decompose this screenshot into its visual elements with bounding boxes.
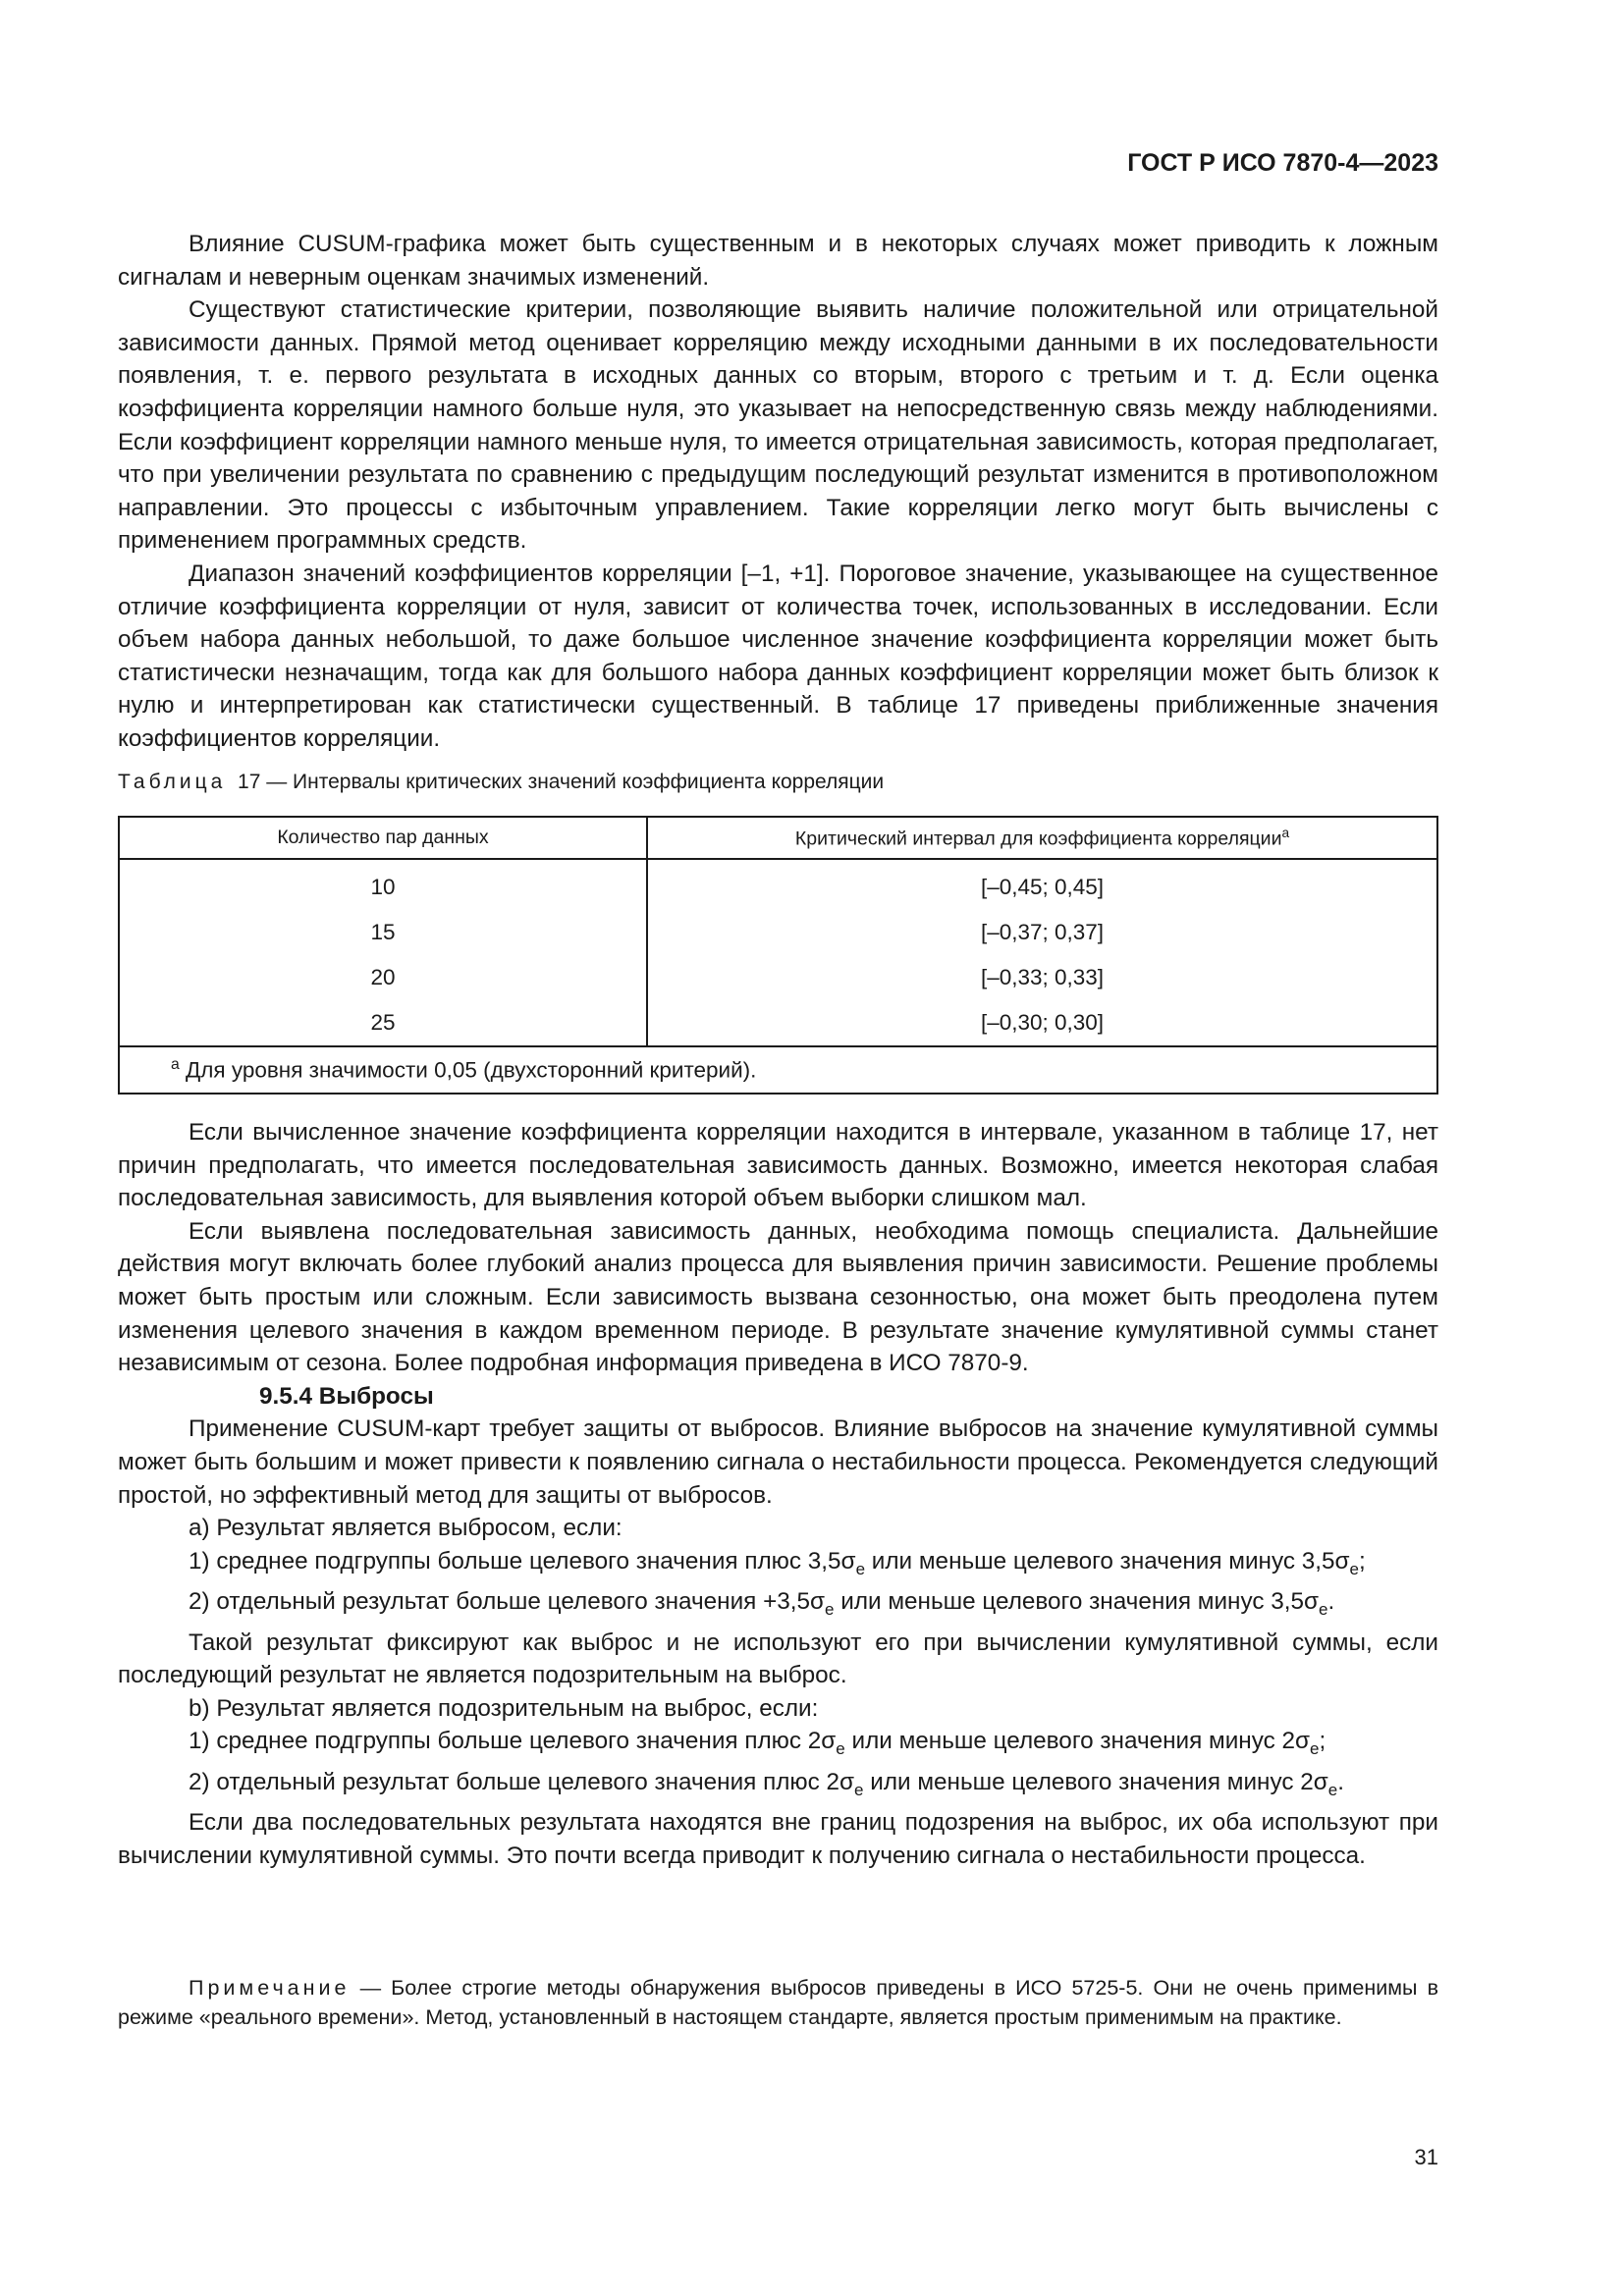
paragraph: Диапазон значений коэффициентов корреляции [–1, +1]. Пороговое значение, указывающее на существенное отличие коэффициента корреляции от нуля, зависит от количества точек, использованных в исследовании. Если объем набора данных небольшой, то даже большое численное значение коэффициента корреляции может быть статистически незначащим, тогда как для большого набора данных коэффициент корреляции может быть близок к нулю и интерпретирован как статистически существенный. В таблице 17 приведены приближенные значения коэффициентов корреляции.: [118, 560, 1438, 752]
table-caption-text: 17 — Интервалы критических значений коэффициента корреляции: [238, 771, 885, 793]
correlation-table: [118, 816, 1438, 1095]
main-text: [118, 1116, 1438, 1873]
list-item-b1: 1) среднее подгруппы больше целевого значения плюс $2\sigma_e$ или меньше целевого значения минус $2\sigma_e$;: [189, 1728, 1326, 1759]
table-caption: [118, 771, 884, 794]
table-caption-label: Таблица: [118, 771, 227, 793]
cell-interval: [–0,33; 0,33]: [647, 955, 1437, 1000]
cell-interval: [–0,30; 0,30]: [647, 1000, 1437, 1046]
section-heading: 9.5.4 Выбросы: [259, 1382, 434, 1410]
list-intro-b: b) Результат является подозрительным на выброс, если:: [189, 1694, 819, 1722]
list-intro-a: а) Результат является выбросом, если:: [189, 1515, 623, 1542]
paragraph: Если два последовательных результата находятся вне границ подозрения на выброс, их оба используют при вычислении кумулятивной суммы. Это почти всегда приводит к получению сигнала о нестабильности процесса.: [118, 1809, 1438, 1869]
list-item-a1: 1) среднее подгруппы больше целевого значения плюс $3,5\sigma_e$ или меньше целевого значения минус $3,5\sigma_e$;: [189, 1547, 1366, 1578]
table-header-row: [119, 817, 1437, 859]
note-text: — Более строгие методы обнаружения выбросов приведены в ИСО 5725-5. Они не очень применимы в режиме «реального времени». Метод, установленный в настоящем стандарте, является простым применимым на практике.: [118, 1976, 1438, 2029]
cell-interval: [–0,37; 0,37]: [647, 910, 1437, 955]
table-row: [119, 910, 1437, 955]
table-row: [119, 859, 1437, 910]
page-number: 31: [1414, 2145, 1438, 2169]
table-footnote: $^a$ Для уровня значимости 0,05 (двухсторонний критерий).: [119, 1046, 1437, 1094]
paragraph: Такой результат фиксируют как выброс и не используют его при вычислении кумулятивной суммы, если последующий результат не является подозрительным на выброс.: [118, 1629, 1438, 1689]
cell-pairs: 25: [119, 1000, 647, 1046]
paragraph: Если вычисленное значение коэффициента корреляции находится в интервале, указанном в таблице 17, нет причин предполагать, что имеется последовательная зависимость данных. Возможно, имеется некоторая слабая последовательная зависимость, для выявления которой объем выборки слишком мал.: [118, 1119, 1438, 1212]
cell-interval: [–0,45; 0,45]: [647, 859, 1437, 910]
table-footnote-row: [119, 1046, 1437, 1094]
footnote-mark: a: [1281, 825, 1290, 840]
list-item-a2: 2) отдельный результат больше целевого значения $+3,5\sigma_e$ или меньше целевого значения минус $3,5\sigma_e$.: [189, 1588, 1335, 1620]
column-header-pairs: Количество пар данных: [119, 817, 647, 859]
paragraph: Применение CUSUM-карт требует защиты от выбросов. Влияние выбросов на значение кумулятивной суммы может быть большим и может привести к появлению сигнала о нестабильности процесса. Рекомендуется следующий простой, но эффективный метод для защиты от выбросов.: [118, 1415, 1438, 1509]
document-header: ГОСТ Р ИСО 7870-4—2023: [1127, 149, 1438, 177]
cell-pairs: 15: [119, 910, 647, 955]
cell-pairs: 10: [119, 859, 647, 910]
paragraph: Если выявлена последовательная зависимость данных, необходима помощь специалиста. Дальнейшие действия могут включать более глубокий анализ процесса для выявления причин зависимости. Решение проблемы может быть простым или сложным. Если зависимость вызвана сезонностью, она может быть преодолена путем изменения целевого значения в каждом временном периоде. В результате значение кумулятивной суммы станет независимым от сезона. Более подробная информация приведена в ИСО 7870-9.: [118, 1217, 1438, 1377]
cell-pairs: 20: [119, 955, 647, 1000]
intro-text: [118, 228, 1438, 756]
note-label: Примечание: [189, 1976, 351, 2000]
paragraph: Влияние CUSUM-графика может быть существенным и в некоторых случаях может приводить к ложным сигналам и неверным оценкам значимых изменений.: [118, 231, 1438, 291]
list-item-b2: 2) отдельный результат больше целевого значения плюс $2\sigma_e$ или меньше целевого значения минус $2\sigma_e$.: [189, 1768, 1344, 1799]
table-row: [119, 1000, 1437, 1046]
paragraph: Существуют статистические критерии, позволяющие выявить наличие положительной или отрицательной зависимости данных. Прямой метод оценивает корреляцию между исходными данными в их последовательности появления, т. е. первого результата в исходных данных со вторым, второго с третьим и т. д. Если оценка коэффициента корреляции намного больше нуля, это указывает на непосредственную связь между наблюдениями. Если коэффициент корреляции намного меньше нуля, то имеется отрицательная зависимость, которая предполагает, что при увеличении результата по сравнению с предыдущим последующий результат изменится в противоположном направлении. Это процессы с избыточным управлением. Такие корреляции легко могут быть вычислены с применением программных средств.: [118, 296, 1438, 555]
table-row: [119, 955, 1437, 1000]
column-header-interval: Критический интервал для коэффициента корреляции$^a$: [647, 817, 1437, 859]
note: [118, 1973, 1438, 2032]
